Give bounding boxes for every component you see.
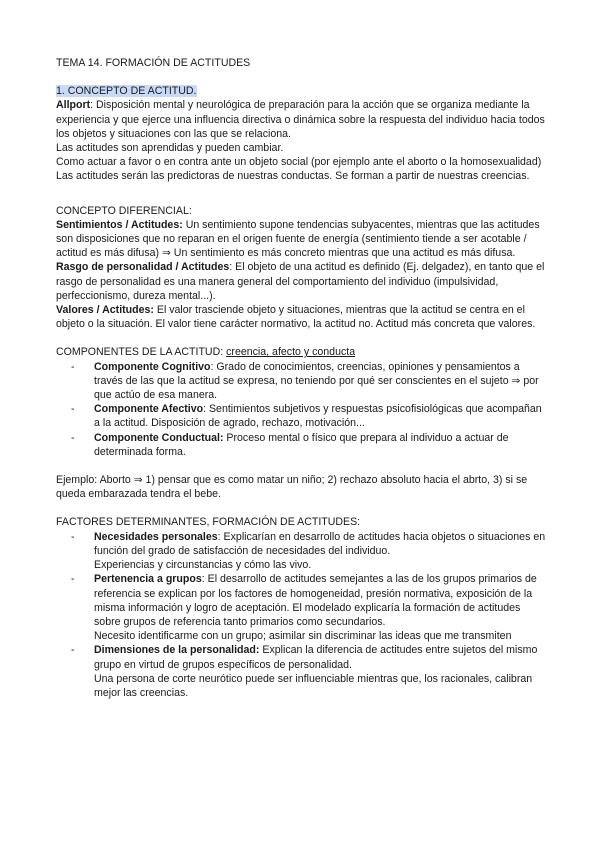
componente-label: Componente Conductual: [94, 431, 224, 444]
factores-list [56, 530, 546, 700]
factor-extra: Una persona de corte neurótico puede ser influenciable mientras que, los racionales, calibran mejor las creencias. [94, 672, 533, 699]
componente-text: Proceso mental o físico que prepara al individuo a actuar de determinada forma. [94, 431, 509, 458]
list-item [94, 431, 546, 459]
list-item [94, 360, 546, 403]
diferencial-label: Valores / Actitudes: [56, 304, 154, 317]
componentes-list [56, 360, 546, 459]
example-paragraph: Ejemplo: Aborto ⇒ 1) pensar que es como matar un niño; 2) rechazo absoluto hacia el abrto, 3) si se queda embarazada tendra el bebe. [56, 474, 528, 501]
factor-extra: Experiencias y circunstancias y cómo las vivo. [94, 559, 312, 572]
allport-label: Allport [56, 99, 91, 112]
diferencial-label: Sentimientos / Actitudes: [56, 218, 183, 231]
section-factores-heading: FACTORES DETERMINANTES, FORMACIÓN DE ACTITUDES: [56, 516, 361, 529]
componente-label: Componente Afectivo [94, 403, 204, 416]
diferencial-text: : El objeto de una actitud es definido (Ej. delgadez), en tanto que el rasgo de personalidad es una manera general del comportamiento del individuo (impulsividad, perfeccionismo, dureza mental...). [56, 261, 545, 302]
factor-text: : El desarrollo de actitudes semejantes a las de los grupos primarios de referencia se explican por los factores de homogeneidad, presión normativa, exposición de la misma información y logro de aceptación. El modelado explicaría la formación de actitudes sobre grupos de referencia tanto primarios como secundarios. [94, 573, 537, 628]
diferencial-item [56, 260, 546, 303]
paragraph-line: Las actitudes serán las predictoras de nuestras conductas. Se forman a partir de nuestras creencias. [56, 170, 530, 183]
componente-label: Componente Cognitivo [94, 360, 211, 373]
factor-label: Pertenencia a grupos [94, 573, 202, 586]
diferencial-text: Un sentimiento supone tendencias subyacentes, mientras que las actitudes son disposiciones que no reparan en el origen fuente de energía (sentimiento tiende a ser acotable / actitud es más difusa) ⇒ Un sentimiento es más concreto mientras que una actitud es más difusa. [56, 218, 540, 260]
list-item [94, 402, 546, 430]
factor-label: Dimensiones de la personalidad: [94, 644, 260, 657]
list-item [94, 530, 546, 573]
allport-text: : Disposición mental y neurológica de preparación para la acción que se organiza mediante la experiencia y que ejerce una influencia directiva o dinámica sobre la respuesta del individuo hacia todos los objetos y situaciones con las que se relaciona. [56, 99, 545, 140]
factor-extra: Necesito identificarme con un grupo; asimilar sin discriminar las ideas que me transmiten [94, 630, 512, 643]
highlighted-heading: 1. CONCEPTO DE ACTITUD. [56, 85, 197, 98]
allport-definition [56, 98, 546, 141]
componente-text: : Grado de conocimientos, creencias, opiniones y pensamientos a través de las que la actitud se expresa, no teniendo por qué ser conscientes en el sujeto ⇒ por que actúo de esa manera. [94, 360, 539, 402]
factor-text: : Explicarían en desarrollo de actitudes hacia objetos o situaciones en función del grado de satisfacción de necesidades del individuo. [94, 530, 546, 557]
paragraph-line: Como actuar a favor o en contra ante un objeto social (por ejemplo ante el aborto o la homosexualidad) [56, 156, 542, 169]
diferencial-item [56, 303, 546, 331]
componente-text: : Sentimientos subjetivos y respuestas psicofisiológicas que acompañan a la actitud. Disposición de agrado, rechazo, motivación... [94, 403, 542, 430]
section-componentes-heading [56, 345, 546, 359]
section-concepto-heading [56, 84, 546, 98]
list-item [94, 643, 546, 700]
diferencial-text: El valor trasciende objeto y situaciones, mientras que la actitud se centra en el objeto o la situación. El valor tiene carácter normativo, la actitud no. Actitud más concreta que valores. [56, 304, 536, 331]
document-title: TEMA 14. FORMACIÓN DE ACTITUDES [56, 57, 251, 69]
factor-text: Explican la diferencia de actitudes entre sujetos del mismo grupo en virtud de grupos específicos de personalidad. [94, 644, 538, 671]
componentes-heading-text: COMPONENTES DE LA ACTITUD: [56, 346, 227, 359]
factor-label: Necesidades personales [94, 530, 218, 543]
diferencial-item [56, 218, 546, 261]
diferencial-label: Rasgo de personalidad / Actitudes [56, 261, 230, 274]
list-item [94, 572, 546, 643]
paragraph-line: Las actitudes son aprendidas y pueden cambiar. [56, 142, 284, 155]
section-diferencial-heading: CONCEPTO DIFERENCIAL: [56, 204, 192, 217]
componentes-heading-underlined: creencia, afecto y conducta [226, 346, 356, 359]
document-body [56, 56, 546, 700]
